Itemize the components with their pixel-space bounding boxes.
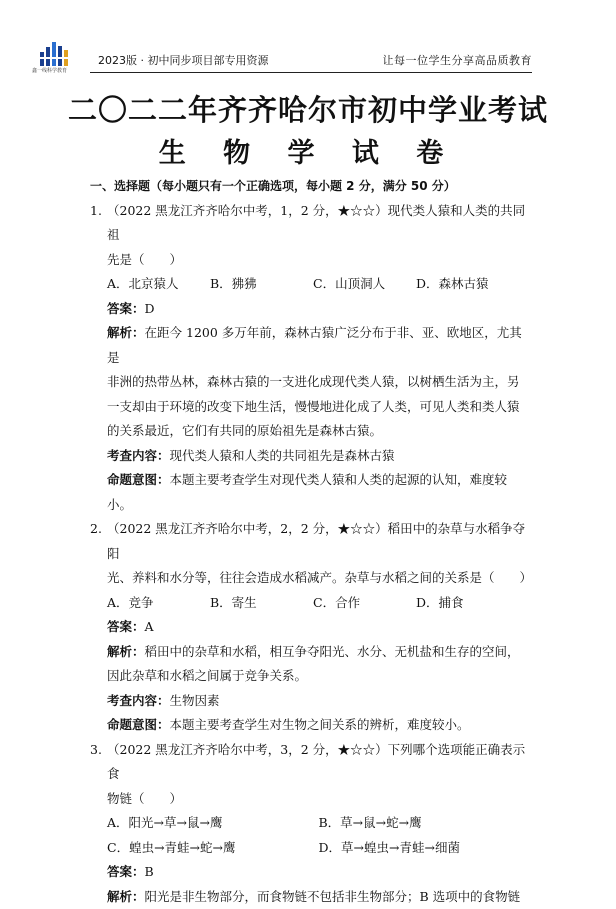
- analysis-block: [90, 321, 530, 444]
- intent-text: 本题主要考查学生对现代类人猿和人类的起源的认知，难度较小。: [107, 472, 507, 512]
- answer-line: [90, 615, 530, 640]
- analysis-text: 稻田中的杂草和水稻，相互争夺阳光、水分、无机盐和生存的空间，: [145, 644, 520, 659]
- intent-text: 本题主要考查学生对生物之间关系的辨析，难度较小。: [170, 717, 470, 732]
- answer-label: 答案：: [107, 619, 145, 634]
- intent-line: [90, 713, 530, 738]
- answer-value: A: [145, 619, 154, 634]
- header-left-text: 2023版 · 初中同步项目部专用资源: [98, 52, 268, 68]
- content-line: [90, 444, 530, 469]
- analysis-label: 解析：: [107, 644, 145, 659]
- page-header: [0, 0, 616, 80]
- page-subtitle: 生 物 学 试 卷: [0, 131, 616, 170]
- option-c: C．合作: [313, 591, 416, 616]
- answer-line: [90, 297, 530, 322]
- header-divider: [90, 72, 532, 73]
- question-1: [90, 199, 530, 273]
- option-c: C．山顶洞人: [313, 272, 416, 297]
- option-b: B．狒狒: [210, 272, 313, 297]
- analysis-label: 解析：: [107, 325, 145, 340]
- question-text-line: 光、养料和水分等，往往会造成水稻减产。杂草与水稻之间的关系是（ ）: [107, 566, 530, 591]
- question-text-line: （2022 黑龙江齐齐哈尔中考，1，2 分，★☆☆）现代类人猿和人类的共同祖: [107, 199, 530, 248]
- section-heading: 一、选择题（每小题只有一个正确选项，每小题 2 分，满分 50 分）: [90, 174, 530, 199]
- option-b: B．寄生: [210, 591, 313, 616]
- analysis-block: [90, 640, 530, 689]
- content-label: 考查内容：: [107, 693, 170, 708]
- analysis-text: 一支却由于环境的改变下地生活，慢慢地进化成了人类，可见人类和类人猿: [107, 395, 530, 420]
- analysis-text: 阳光是非生物部分，而食物链不包括非生物部分；B 选项中的食物链: [145, 889, 521, 904]
- document-body: [90, 174, 530, 909]
- options-row: [90, 272, 530, 297]
- question-3: [90, 738, 530, 812]
- options-row: [90, 836, 530, 861]
- page-title: 二〇二二年齐齐哈尔市初中学业考试: [0, 88, 616, 129]
- option-a: A．阳光→草→鼠→鹰: [107, 811, 319, 836]
- option-d: D．捕食: [416, 591, 519, 616]
- question-text-line: （2022 黑龙江齐齐哈尔中考，2，2 分，★☆☆）稻田中的杂草与水稻争夺阳: [107, 517, 530, 566]
- question-text-line: （2022 黑龙江齐齐哈尔中考，3，2 分，★☆☆）下列哪个选项能正确表示食: [107, 738, 530, 787]
- option-d: D．草→蝗虫→青蛙→细菌: [319, 836, 531, 861]
- question-number: 2.: [90, 517, 102, 542]
- option-d: D．森林古猿: [416, 272, 519, 297]
- logo-text: 鑫一线科学教育: [32, 67, 67, 74]
- question-number: 3.: [90, 738, 102, 763]
- answer-line: [90, 860, 530, 885]
- content-line: [90, 689, 530, 714]
- content-text: 生物因素: [170, 693, 220, 708]
- option-a: A．北京猿人: [107, 272, 210, 297]
- content-label: 考查内容：: [107, 448, 170, 463]
- question-text-line: 先是（ ）: [107, 248, 530, 273]
- option-b: B．草→鼠→蛇→鹰: [319, 811, 531, 836]
- analysis-block: [90, 885, 530, 909]
- intent-label: 命题意图：: [107, 472, 170, 487]
- analysis-text: 因此杂草和水稻之间属于竞争关系。: [107, 664, 530, 689]
- options-row: [90, 811, 530, 836]
- answer-label: 答案：: [107, 864, 145, 879]
- analysis-text: 在距今 1200 多万年前，森林古猿广泛分布于非、亚、欧地区，尤其是: [107, 325, 522, 365]
- intent-line: [90, 468, 530, 517]
- logo-icon: [38, 38, 72, 68]
- question-2: [90, 517, 530, 591]
- header-right-text: 让每一位学生分享高品质教育: [383, 52, 533, 68]
- intent-label: 命题意图：: [107, 717, 170, 732]
- option-c: C．蝗虫→青蛙→蛇→鹰: [107, 836, 319, 861]
- analysis-text: 非洲的热带丛林，森林古猿的一支进化成现代类人猿，以树栖生活为主，另: [107, 370, 530, 395]
- question-number: 1.: [90, 199, 102, 224]
- analysis-label: 解析：: [107, 889, 145, 904]
- answer-value: D: [145, 301, 155, 316]
- answer-value: B: [145, 864, 154, 879]
- content-text: 现代类人猿和人类的共同祖先是森林古猿: [170, 448, 395, 463]
- analysis-text: 的关系最近，它们有共同的原始祖先是森林古猿。: [107, 419, 530, 444]
- options-row: [90, 591, 530, 616]
- answer-label: 答案：: [107, 301, 145, 316]
- question-text-line: 物链（ ）: [107, 787, 530, 812]
- option-a: A．竞争: [107, 591, 210, 616]
